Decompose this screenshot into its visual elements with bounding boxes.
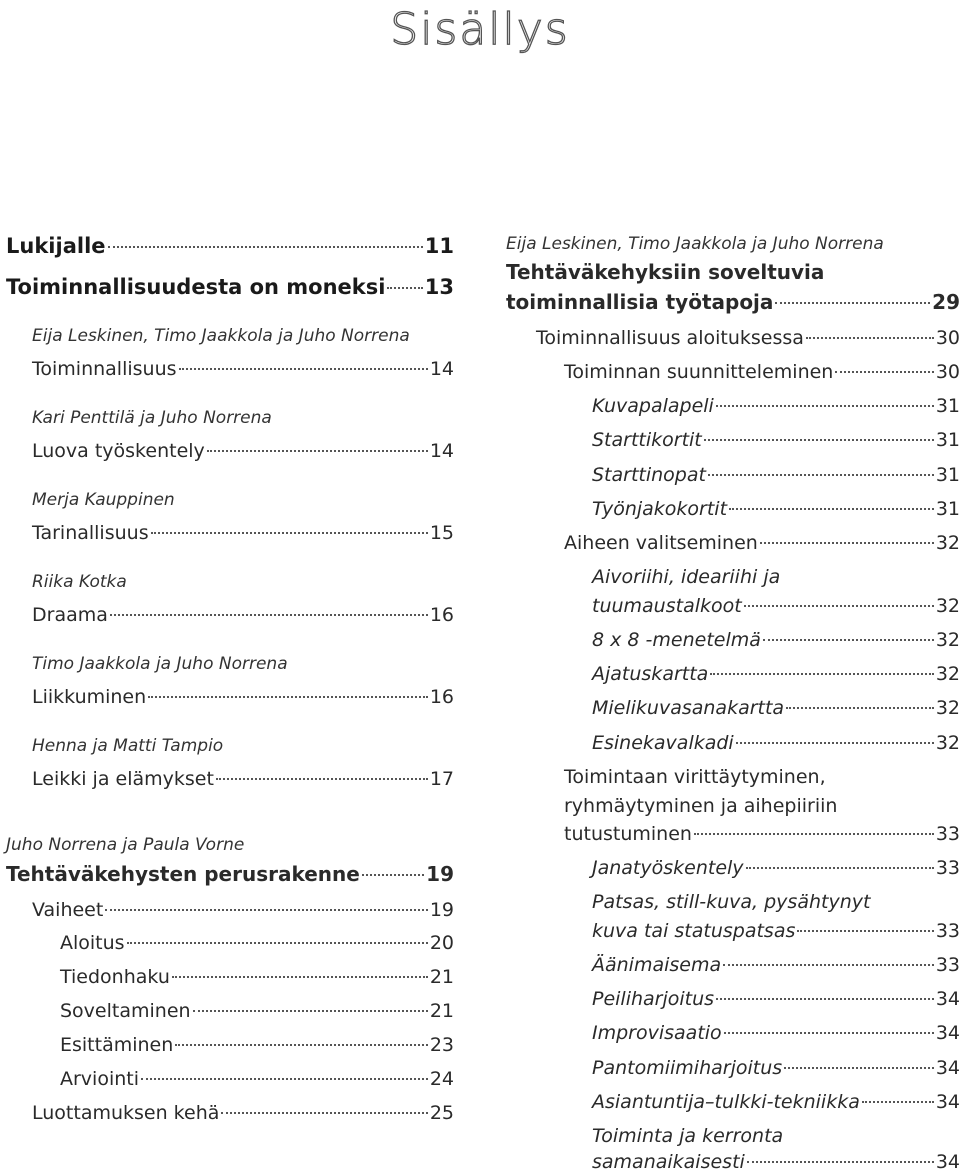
toc-entry-page: 16: [429, 686, 454, 708]
toc-entry-aloituksessa[interactable]: [536, 324, 960, 352]
toc-entry-title: Aiheen valitseminen: [564, 532, 758, 554]
toc-entry-ajatuskartta[interactable]: [592, 660, 960, 688]
toc-entry-starttikortit[interactable]: [592, 426, 960, 454]
dot-leader: [704, 439, 934, 441]
toc-entry-page: 34: [935, 1091, 960, 1113]
dot-leader: [172, 976, 428, 978]
dot-leader: [694, 833, 934, 835]
dot-leader: [786, 707, 934, 709]
toc-entry-lukijalle[interactable]: [6, 232, 454, 260]
toc-entry-page: 34: [935, 1057, 960, 1079]
toc-entry-title-line: Toiminta ja kerronta: [592, 1125, 784, 1147]
toc-entry-page: 34: [935, 988, 960, 1010]
toc-entry-title: Ajatuskartta: [592, 663, 709, 685]
toc-entry-page: 29: [932, 290, 960, 314]
toc-entry-page: 33: [935, 823, 960, 845]
toc-entry-menetelma[interactable]: [592, 626, 960, 654]
toc-entry-tyonjako[interactable]: [592, 495, 960, 523]
toc-entry-title: Esinekavalkadi: [592, 732, 734, 754]
toc-entry-esittaminen[interactable]: [60, 1031, 454, 1059]
dot-leader: [862, 1101, 934, 1103]
dot-leader: [708, 474, 934, 476]
toc-entry-title: Starttikortit: [592, 429, 702, 451]
toc-entry-pantomiimi[interactable]: [592, 1054, 960, 1082]
toc-entry-page: 30: [935, 361, 960, 383]
toc-entry-title-line: Patsas, still-kuva, pysähtynyt: [592, 891, 871, 913]
toc-entry-title: Liikkuminen: [32, 686, 147, 708]
toc-entry-page: 33: [935, 857, 960, 879]
toc-entry-title: toiminnallisia työtapoja: [506, 290, 774, 314]
dot-leader: [760, 542, 934, 544]
dot-leader: [744, 605, 934, 607]
dot-leader: [724, 1032, 934, 1034]
author-line: Merja Kauppinen: [32, 490, 175, 510]
toc-entry-toiminta[interactable]: [592, 1122, 960, 1151]
toc-entry-improvisaatio[interactable]: [592, 1019, 960, 1047]
toc-entry-vaiheet[interactable]: [32, 896, 454, 924]
dot-leader: [835, 371, 933, 373]
dot-leader: [775, 302, 930, 304]
toc-entry-title-line: Aivoriihi, ideariihi ja: [592, 566, 781, 588]
toc-entry-page: 32: [935, 663, 960, 685]
dot-leader: [362, 874, 424, 876]
toc-entry-luottamuksen[interactable]: [32, 1099, 454, 1127]
toc-entry-leikki[interactable]: [32, 765, 454, 793]
toc-entry-virittaytyminen[interactable]: [564, 763, 960, 821]
dot-leader: [723, 964, 934, 966]
toc-entry-page: 16: [429, 604, 454, 626]
toc-entry-title: Draama: [32, 604, 108, 626]
dot-leader: [784, 1067, 934, 1069]
toc-entry-page: 23: [429, 1034, 454, 1056]
toc-entry-page: 30: [935, 327, 960, 349]
toc-entry-title: Arviointi: [60, 1068, 140, 1090]
toc-entry-title: kuva tai statuspatsas: [592, 920, 796, 942]
toc-entry-title: Työnjakokortit: [592, 498, 728, 520]
author-line: Eija Leskinen, Timo Jaakkola ja Juho Norrena: [506, 234, 884, 254]
toc-entry-title: Lukijalle: [6, 234, 106, 258]
dot-leader: [148, 696, 428, 698]
toc-entry-page: 24: [429, 1068, 454, 1090]
author-line: Juho Norrena ja Paula Vorne: [6, 835, 245, 855]
toc-entry-draama[interactable]: [32, 601, 454, 629]
dot-leader: [716, 998, 934, 1000]
toc-entry-title: Luottamuksen kehä: [32, 1102, 220, 1124]
toc-entry-title: Toiminnallisuus: [32, 358, 177, 380]
toc-entry-virittaytyminen-row[interactable]: [564, 820, 960, 848]
toc-entry-title: samanaikaisesti: [592, 1151, 745, 1173]
toc-entry-page: 34: [935, 1022, 960, 1044]
toc-entry-title: Tarinallisuus: [32, 522, 149, 544]
toc-entry-toiminta-row[interactable]: [592, 1150, 960, 1175]
toc-entry-page: 33: [935, 954, 960, 976]
toc-entry-title: Soveltaminen: [60, 1000, 191, 1022]
toc-entry-aivoriihi[interactable]: [592, 563, 960, 592]
toc-entry-title: Esittäminen: [60, 1034, 174, 1056]
toc-entry-page: 34: [935, 1151, 960, 1173]
dot-leader: [141, 1078, 428, 1080]
toc-entry-page: 32: [935, 629, 960, 651]
toc-entry-title: Asiantuntija–tulkki-tekniikka: [592, 1091, 860, 1113]
toc-entry-soveltaminen[interactable]: [60, 997, 454, 1025]
dot-leader: [747, 1161, 934, 1163]
toc-entry-title: Mielikuvasanakartta: [592, 697, 785, 719]
dot-leader: [207, 450, 428, 452]
toc-entry-title: Kuvapalapeli: [592, 395, 714, 417]
toc-entry-page: 19: [429, 899, 454, 921]
toc-entry-title: Pantomiimiharjoitus: [592, 1057, 783, 1079]
toc-entry-title: Improvisaatio: [592, 1022, 722, 1044]
toc-entry-page: 11: [424, 234, 454, 258]
toc-entry-starttinopat[interactable]: [592, 461, 960, 489]
toc-entry-aiheen[interactable]: [564, 529, 960, 557]
toc-entry-title: tuumaustalkoot: [592, 595, 742, 617]
toc-entry-page: 32: [935, 532, 960, 554]
author-line: Timo Jaakkola ja Juho Norrena: [32, 654, 288, 674]
toc-entry-perusrakenne[interactable]: [6, 860, 454, 888]
toc-entry-liikkuminen[interactable]: [32, 683, 454, 711]
toc-entry-page: 21: [429, 966, 454, 988]
toc-entry-luova[interactable]: [32, 437, 454, 465]
dot-leader: [108, 246, 423, 248]
toc-entry-page: 20: [429, 932, 454, 954]
dot-leader: [716, 405, 934, 407]
dot-leader: [127, 942, 428, 944]
dot-leader: [221, 1112, 427, 1114]
toc-entry-title: Tiedonhaku: [60, 966, 170, 988]
dot-leader: [797, 930, 933, 932]
toc-entry-title: Peiliharjoitus: [592, 988, 715, 1010]
toc-entry-peili[interactable]: [592, 985, 960, 1013]
author-line: Henna ja Matti Tampio: [32, 736, 224, 756]
toc-entry-title: Vaiheet: [32, 899, 104, 921]
toc-entry-toiminnallisuudesta[interactable]: [6, 273, 454, 301]
toc-entry-janatyo[interactable]: [592, 854, 960, 882]
toc-entry-title: Janatyöskentely: [592, 857, 744, 879]
toc-entry-page: 15: [429, 522, 454, 544]
toc-entry-page: 32: [935, 595, 960, 617]
author-line: Kari Penttilä ja Juho Norrena: [32, 408, 272, 428]
dot-leader: [806, 337, 934, 339]
toc-entry-page: 14: [429, 440, 454, 462]
toc-entry-title: Leikki ja elämykset: [32, 768, 214, 790]
dot-leader: [710, 673, 934, 675]
toc-entry-mielikuva[interactable]: [592, 694, 960, 722]
toc-entry-tarinallisuus[interactable]: [32, 519, 454, 547]
dot-leader: [105, 909, 427, 911]
toc-entry-title: Luova työskentely: [32, 440, 205, 462]
toc-entry-title: Tehtäväkehysten perusrakenne: [6, 862, 360, 886]
dot-leader: [151, 532, 428, 534]
toc-entry-page: 25: [429, 1102, 454, 1124]
toc-entry-page: 21: [429, 1000, 454, 1022]
toc-entry-title: Toiminnallisuudesta on moneksi: [6, 275, 386, 299]
toc-entry-title-line: ryhmäytyminen ja aihepiiriin: [564, 795, 838, 817]
toc-entry-page: 31: [935, 498, 960, 520]
toc-entry-page: 17: [429, 768, 454, 790]
dot-leader: [746, 867, 934, 869]
toc-entry-title: Toiminnallisuus aloituksessa: [536, 327, 804, 349]
toc-entry-page: 31: [935, 429, 960, 451]
dot-leader: [175, 1044, 428, 1046]
toc-entry-title-line: Tehtäväkehyksiin soveltuvia: [506, 260, 825, 284]
toc-entry-page: 19: [426, 862, 454, 886]
toc-entry-page: 13: [424, 275, 454, 299]
dot-leader: [763, 639, 934, 641]
toc-entry-asiantuntija[interactable]: [592, 1088, 960, 1116]
toc-entry-page: 31: [935, 395, 960, 417]
author-line: Eija Leskinen, Timo Jaakkola ja Juho Norrena: [32, 326, 410, 346]
toc-entry-title: tutustuminen: [564, 823, 692, 845]
toc-entry-aanimaisema[interactable]: [592, 951, 960, 979]
toc-entry-page: 14: [429, 358, 454, 380]
toc-entry-suunnittelu[interactable]: [564, 358, 960, 386]
toc-entry-patsas[interactable]: [592, 888, 960, 917]
toc-entry-tiedonhaku[interactable]: [60, 963, 454, 991]
toc-entry-page: 31: [935, 464, 960, 486]
toc-entry-toiminnallisuus-row[interactable]: [32, 355, 454, 383]
toc-entry-arviointi[interactable]: [60, 1065, 454, 1093]
toc-entry-kuvapalapeli[interactable]: [592, 392, 960, 420]
dot-leader: [736, 742, 934, 744]
dot-leader: [193, 1010, 428, 1012]
toc-entry-tyotapoja-row[interactable]: [506, 288, 960, 316]
toc-entry-page: 32: [935, 697, 960, 719]
dot-leader: [110, 614, 428, 616]
toc-entry-title-line: Toimintaan virittäytyminen,: [564, 766, 826, 788]
dot-leader: [729, 508, 934, 510]
dot-leader: [216, 778, 428, 780]
toc-entry-esine[interactable]: [592, 729, 960, 757]
toc-entry-patsas-row[interactable]: [592, 917, 960, 945]
toc-entry-title: Toiminnan suunnitteleminen: [564, 361, 834, 383]
toc-entry-title: 8 x 8 -menetelmä: [592, 629, 761, 651]
toc-entry-page: 33: [935, 920, 960, 942]
dot-leader: [179, 368, 428, 370]
toc-entry-page: 32: [935, 732, 960, 754]
author-line: Riika Kotka: [32, 572, 127, 592]
toc-entry-tyotapoja[interactable]: [506, 258, 960, 287]
toc-entry-title: Äänimaisema: [592, 954, 722, 976]
toc-entry-aloitus[interactable]: [60, 929, 454, 957]
toc-entry-aivoriihi-row[interactable]: [592, 592, 960, 620]
dot-leader: [387, 287, 422, 289]
page-title: Sisällys: [390, 4, 570, 55]
toc-entry-title: Starttinopat: [592, 464, 706, 486]
toc-entry-title: Aloitus: [60, 932, 125, 954]
